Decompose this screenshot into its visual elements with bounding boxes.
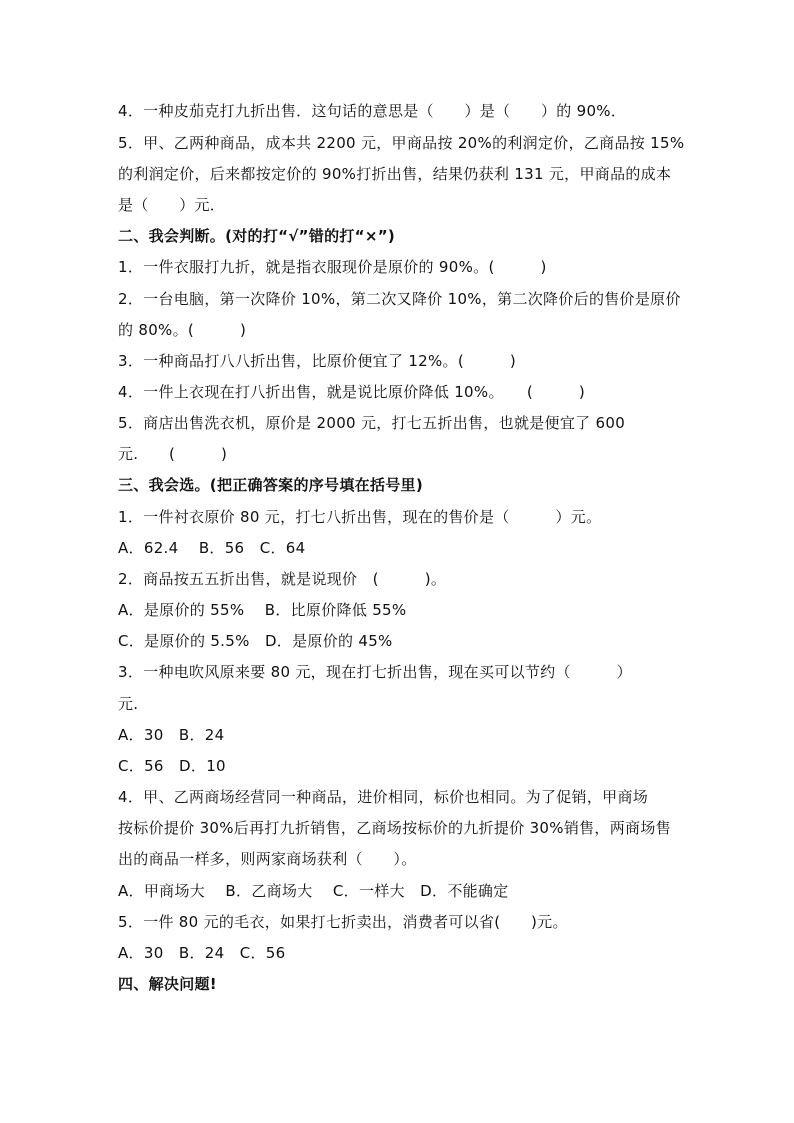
section-three-heading: 三、我会选。(把正确答案的序号填在括号里) xyxy=(118,476,424,494)
question-3-4-line-2: 按标价提价 30%后再打九折销售，乙商场按标价的九折提价 30%销售，两商场售 xyxy=(118,819,671,837)
question-2-2-line-1: 2．一台电脑，第一次降价 10%，第二次又降价 10%，第二次降价后的售价是原价 xyxy=(118,290,681,308)
question-3-2-options-line-2: C．是原价的 5.5% D．是原价的 45% xyxy=(118,632,393,650)
section-four-heading: 四、解决问题! xyxy=(118,975,217,993)
question-3-5-options: A．30 B．24 C．56 xyxy=(118,944,286,962)
question-2-5-line-2: 元. ( ) xyxy=(118,445,228,463)
question-3-4-line-3: 出的商品一样多，则两家商场获利（ ）。 xyxy=(118,850,417,868)
question-1-5-line-3: 是（ ）元． xyxy=(118,196,226,214)
question-1-5-line-1: 5．甲、乙两种商品，成本共 2200 元，甲商品按 20%的利润定价，乙商品按 15% xyxy=(118,134,685,152)
question-3-3-options-line-1: A．30 B．24 xyxy=(118,726,225,744)
question-1-4: 4．一种皮茄克打九折出售．这句话的意思是（ ）是（ ）的 90%． xyxy=(118,102,627,120)
question-3-2: 2．商品按五五折出售，就是说现价 ( )。 xyxy=(118,570,447,588)
question-3-4-line-1: 4．甲、乙两商场经营同一种商品，进价相同，标价也相同。为了促销，甲商场 xyxy=(118,788,649,806)
question-3-4-options: A．甲商场大 B．乙商场大 C．一样大 D．不能确定 xyxy=(118,882,509,900)
question-3-2-options-line-1: A．是原价的 55% B．比原价降低 55% xyxy=(118,601,407,619)
question-3-1-options: A．62.4 B．56 C．64 xyxy=(118,539,306,557)
question-2-1: 1．一件衣服打九折，就是指衣服现价是原价的 90%。( ) xyxy=(118,258,547,276)
question-2-4: 4．一件上衣现在打八折出售，就是说比原价降低 10%。 ( ) xyxy=(118,383,586,401)
question-2-5-line-1: 5．商店出售洗衣机，原价是 2000 元，打七五折出售，也就是便宜了 600 xyxy=(118,414,626,432)
question-3-3-line-1: 3．一种电吹风原来要 80 元，现在打七折出售，现在买可以节约（ ） xyxy=(118,663,632,681)
question-1-5-line-2: 的利润定价，后来都按定价的 90%打折出售，结果仍获利 131 元，甲商品的成本 xyxy=(118,165,672,183)
question-3-3-options-line-2: C．56 D．10 xyxy=(118,757,226,775)
question-2-3: 3．一种商品打八八折出售，比原价便宜了 12%。( ) xyxy=(118,352,517,370)
question-3-3-line-2: 元. xyxy=(118,695,139,713)
section-two-heading: 二、我会判断。(对的打“√”错的打“×”) xyxy=(118,227,396,245)
question-2-2-line-2: 的 80%。( ) xyxy=(118,321,247,339)
question-3-5: 5．一件 80 元的毛衣，如果打七折卖出，消费者可以省( )元。 xyxy=(118,913,568,931)
question-3-1: 1．一件衬衣原价 80 元，打七八折出售，现在的售价是（ ）元。 xyxy=(118,508,602,526)
